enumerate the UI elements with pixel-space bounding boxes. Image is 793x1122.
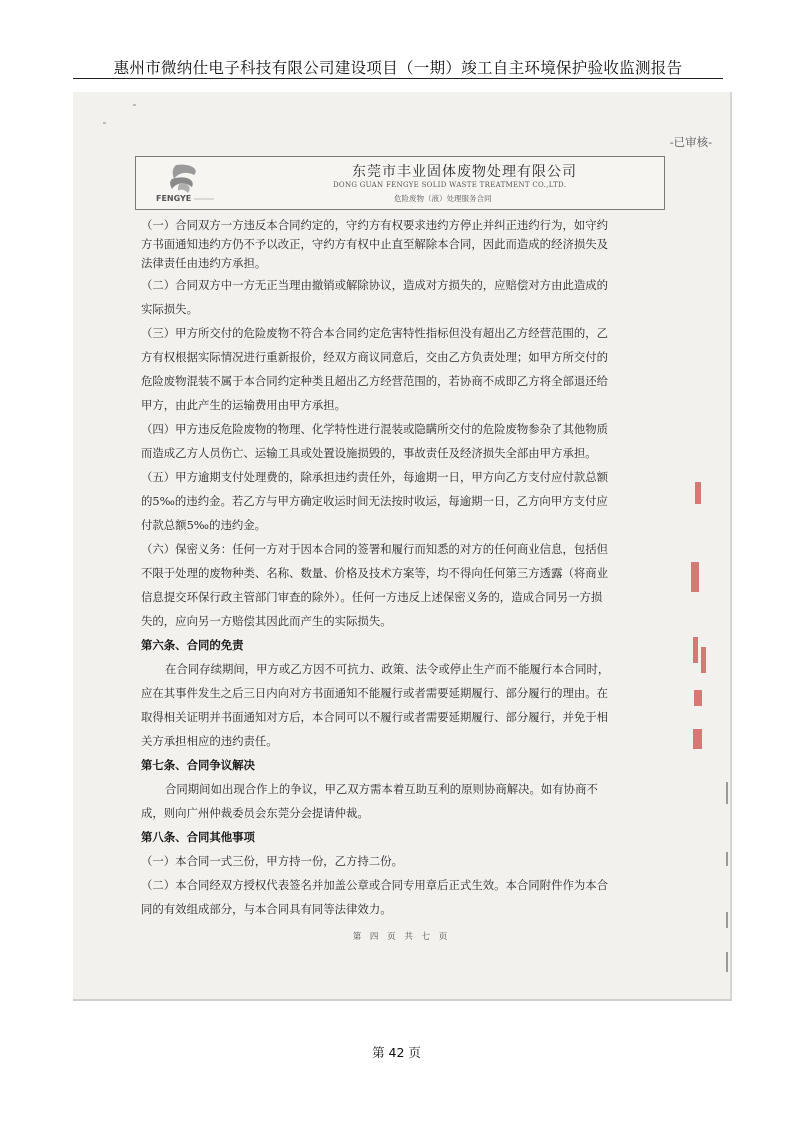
scan-edge-mark bbox=[726, 952, 728, 972]
contract-text-line: （六）保密义务：任何一方对于因本合同的签署和履行而知悉的对方的任何商业信息，包括但 bbox=[141, 542, 609, 556]
fengye-logo-icon bbox=[150, 161, 220, 205]
contract-text-line: 方书面通知违约方仍不予以改正，守约方有权中止直至解除本合同，因此而造成的经济损失及 bbox=[141, 237, 609, 251]
seal-fragment bbox=[701, 647, 706, 673]
contract-text-line: （二）本合同经双方授权代表签名并加盖公章或合同专用章后正式生效。本合同附件作为本合 bbox=[141, 878, 609, 892]
company-letterhead bbox=[135, 156, 665, 210]
seal-fragment bbox=[693, 637, 698, 663]
company-name-en: DONG GUAN FENGYE SOLID WASTE TREATMENT CO.,LTD. bbox=[333, 181, 567, 189]
contract-text-line: （一）本合同一式三份，甲方持一份，乙方持二份。 bbox=[141, 854, 403, 868]
contract-title: 危险废物（液）处理服务合同 bbox=[394, 194, 492, 203]
contract-text-line: 实际损失。 bbox=[141, 302, 198, 316]
contract-text-line: 甲方，由此产生的运输费用由甲方承担。 bbox=[141, 398, 347, 412]
seal-fragment bbox=[695, 482, 701, 504]
contract-text-line: （二）合同双方中一方无正当理由撤销或解除协议，造成对方损失的，应赔偿对方由此造成的 bbox=[141, 278, 609, 292]
seal-fragment bbox=[693, 729, 702, 749]
section-heading: 第八条、合同其他事项 bbox=[141, 830, 255, 844]
contract-text-line: （一）合同双方一方违反本合同约定的，守约方有权要求违约方停止并纠正违约行为，如守约 bbox=[141, 218, 609, 232]
svg-text:FENGYE: FENGYE bbox=[156, 194, 192, 203]
contract-text-line: 关方承担相应的违约责任。 bbox=[141, 734, 278, 748]
report-header-title: 惠州市微纳仕电子科技有限公司建设项目（一期）竣工自主环境保护验收监测报告 bbox=[113, 59, 683, 77]
contract-text-line: 取得相关证明并书面通知对方后，本合同可以不履行或者需要延期履行、部分履行，并免于相 bbox=[141, 710, 609, 724]
contract-text-line: 不限于处理的废物种类、名称、数量、价格及技术方案等，均不得向任何第三方透露（将商业 bbox=[141, 566, 609, 580]
reviewed-mark: -已审核- bbox=[669, 135, 712, 149]
contract-text-line: 而造成乙方人员伤亡、运输工具或处置设施损毁的，事故责任及经济损失全部由甲方承担。 bbox=[141, 446, 597, 460]
contract-text-line: （四）甲方违反危险废物的物理、化学特性进行混装或隐瞒所交付的危险废物参杂了其他物质 bbox=[141, 422, 609, 436]
contract-text-line: 应在其事件发生之后三日内向对方书面通知不能履行或者需要延期履行、部分履行的理由。在 bbox=[141, 686, 609, 700]
seal-fragment bbox=[691, 562, 699, 592]
contract-text-line: （三）甲方所交付的危险废物不符合本合同约定危害特性指标但没有超出乙方经营范围的，乙 bbox=[141, 326, 609, 340]
contract-text-line: 法律责任由违约方承担。 bbox=[141, 256, 267, 270]
contract-text-line: 危险废物混装不属于本合同约定种类且超出乙方经营范围的，若协商不成即乙方将全部退还给 bbox=[141, 374, 609, 388]
header-divider bbox=[73, 78, 723, 79]
contract-text-line: （五）甲方逾期支付处理费的，除承担违约责任外，每逾期一日，甲方向乙方支付应付款总额 bbox=[141, 470, 609, 484]
scan-edge-mark bbox=[726, 912, 728, 928]
contract-text-line: 合同期间如出现合作上的争议，甲乙双方需本着互助互利的原则协商解决。如有协商不 bbox=[165, 782, 598, 796]
contract-text-line: 付款总额5‰的违约金。 bbox=[141, 518, 267, 532]
seal-fragment bbox=[694, 690, 702, 706]
contract-text-line: 的5‰的违约金。若乙方与甲方确定收运时间无法按时收运，每逾期一日，乙方向甲方支付应 bbox=[141, 494, 608, 508]
contract-text-line: 同的有效组成部分，与本合同具有同等法律效力。 bbox=[141, 902, 392, 916]
contract-text-line: 方有权根据实际情况进行重新报价，经双方商议同意后，交由乙方负责处理；如甲方所交付的 bbox=[141, 350, 609, 364]
contract-text-line: 成，则向广州仲裁委员会东莞分会提请仲裁。 bbox=[141, 806, 369, 820]
scan-page-number: 第 四 页 共 七 页 bbox=[352, 932, 451, 942]
company-name-cn: 东莞市丰业固体废物处理有限公司 bbox=[352, 164, 577, 180]
scan-edge-mark bbox=[726, 852, 728, 866]
scan-edge-mark bbox=[726, 782, 728, 804]
section-heading: 第七条、合同争议解决 bbox=[141, 758, 255, 772]
contract-body bbox=[141, 216, 653, 921]
section-heading: 第六条、合同的免责 bbox=[141, 638, 244, 652]
contract-text-line: 失的，应向另一方赔偿其因此而产生的实际损失。 bbox=[141, 614, 392, 628]
contract-text-line: 信息提交环保行政主管部门审查的除外）。任何一方违反上述保密义务的，造成合同另一方损 bbox=[141, 590, 603, 604]
report-page-number: 第 42 页 bbox=[372, 1045, 421, 1060]
scan-speck bbox=[103, 122, 106, 124]
scanned-contract-page bbox=[73, 92, 732, 1001]
scan-speck bbox=[133, 104, 136, 106]
contract-text-line: 在合同存续期间，甲方或乙方因不可抗力、政策、法令或停止生产而不能履行本合同时， bbox=[165, 662, 610, 676]
